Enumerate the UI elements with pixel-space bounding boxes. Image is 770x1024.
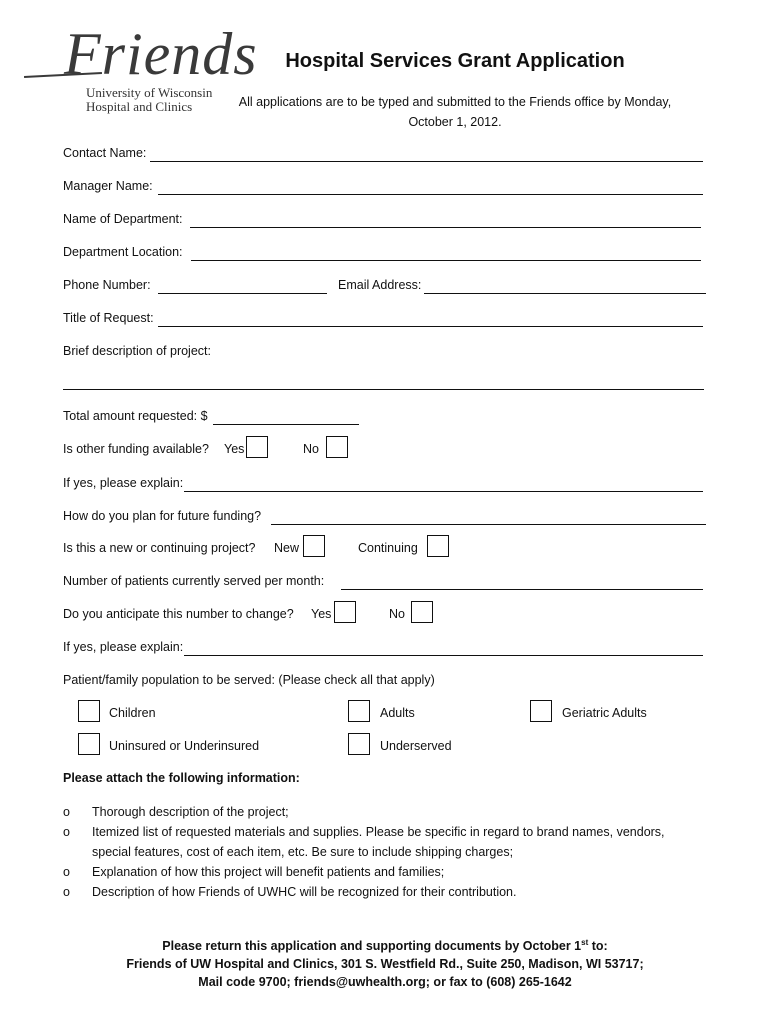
anticipate-change-label: Do you anticipate this number to change? <box>63 607 294 621</box>
bullet-icon: o <box>63 805 70 819</box>
footer-line-2: Friends of UW Hospital and Clinics, 301 S. Westfield Rd., Suite 250, Madison, WI 53717; <box>126 957 644 972</box>
attach-item-3: Explanation of how this project will benefit patients and families; <box>92 865 445 879</box>
patients-served-field[interactable] <box>341 589 703 590</box>
population-label: Patient/family population to be served: (Please check all that apply) <box>63 673 435 687</box>
title-request-label: Title of Request: <box>63 311 154 325</box>
logo-line-2: Hospital and Clinics <box>86 99 193 114</box>
other-funding-yes-label: Yes <box>224 442 245 456</box>
anticipate-yes-label: Yes <box>311 607 332 621</box>
change-explain-field[interactable] <box>184 655 703 656</box>
phone-field[interactable] <box>158 293 327 294</box>
bullet-icon: o <box>63 885 70 899</box>
manager-name-label: Manager Name: <box>63 179 153 193</box>
total-amount-label: Total amount requested: $ <box>63 409 208 423</box>
continuing-checkbox[interactable] <box>427 535 449 557</box>
continuing-label: Continuing <box>358 541 418 555</box>
underserved-checkbox[interactable] <box>348 733 370 755</box>
anticipate-no-label: No <box>389 607 405 621</box>
total-amount-field[interactable] <box>213 424 359 425</box>
bullet-icon: o <box>63 825 70 839</box>
logo-friends: Friends <box>64 21 258 87</box>
geriatric-label: Geriatric Adults <box>562 706 647 720</box>
department-name-field[interactable] <box>190 227 701 228</box>
other-funding-no-checkbox[interactable] <box>326 436 348 458</box>
footer-line-1 <box>60 934 710 955</box>
logo-line-1: University of Wisconsin <box>86 85 213 100</box>
uninsured-checkbox[interactable] <box>78 733 100 755</box>
new-checkbox[interactable] <box>303 535 325 557</box>
attach-heading: Please attach the following information: <box>63 771 300 785</box>
description-field[interactable] <box>63 389 704 390</box>
department-location-field[interactable] <box>191 260 701 261</box>
contact-name-label: Contact Name: <box>63 146 147 160</box>
phone-label: Phone Number: <box>63 278 151 292</box>
uninsured-label: Uninsured or Underinsured <box>109 739 260 753</box>
underserved-label: Underserved <box>380 739 452 753</box>
department-name-label: Name of Department: <box>63 212 183 226</box>
description-label: Brief description of project: <box>63 344 211 358</box>
footer-line-1-end: to: <box>588 939 608 954</box>
children-checkbox[interactable] <box>78 700 100 722</box>
future-funding-label: How do you plan for future funding? <box>63 509 262 523</box>
footer-line-1-text: Please return this application and supporting documents by October 1 <box>162 939 582 954</box>
anticipate-yes-checkbox[interactable] <box>334 601 356 623</box>
geriatric-checkbox[interactable] <box>530 700 552 722</box>
footer-line-1-sup: st <box>581 938 589 947</box>
attach-item-1: Thorough description of the project; <box>92 805 289 819</box>
patients-served-label: Number of patients currently served per month: <box>63 574 325 588</box>
other-funding-yes-checkbox[interactable] <box>246 436 268 458</box>
attach-item-4: Description of how Friends of UWHC will be recognized for their contribution. <box>92 885 517 899</box>
funding-explain-label: If yes, please explain: <box>63 476 184 490</box>
contact-name-field[interactable] <box>150 161 703 162</box>
attach-item-2: Itemized list of requested materials and supplies. Please be specific in regard to brand names, vendors, <box>92 825 665 839</box>
new-label: New <box>274 541 300 555</box>
page-title: Hospital Services Grant Application <box>285 50 625 72</box>
change-explain-label: If yes, please explain: <box>63 640 184 654</box>
department-location-label: Department Location: <box>63 245 183 259</box>
future-funding-field[interactable] <box>271 524 706 525</box>
bullet-icon: o <box>63 865 70 879</box>
footer-line-3: Mail code 9700; friends@uwhealth.org; or fax to (608) 265-1642 <box>198 975 572 990</box>
children-label: Children <box>109 706 156 720</box>
funding-explain-field[interactable] <box>184 491 703 492</box>
manager-name-field[interactable] <box>158 194 703 195</box>
email-label: Email Address: <box>338 278 422 292</box>
intro-text: All applications are to be typed and submitted to the Friends office by Monday, October 1, 2012. <box>238 95 672 129</box>
attach-item-2-cont: special features, cost of each item, etc. Be sure to include shipping charges; <box>92 845 514 859</box>
other-funding-label: Is other funding available? <box>63 442 209 456</box>
title-request-field[interactable] <box>158 326 703 327</box>
anticipate-no-checkbox[interactable] <box>411 601 433 623</box>
new-continuing-label: Is this a new or continuing project? <box>63 541 256 555</box>
logo-subtitle <box>86 86 212 114</box>
adults-label: Adults <box>380 706 415 720</box>
other-funding-no-label: No <box>303 442 319 456</box>
footer-instructions <box>60 934 710 991</box>
adults-checkbox[interactable] <box>348 700 370 722</box>
email-field[interactable] <box>424 293 706 294</box>
